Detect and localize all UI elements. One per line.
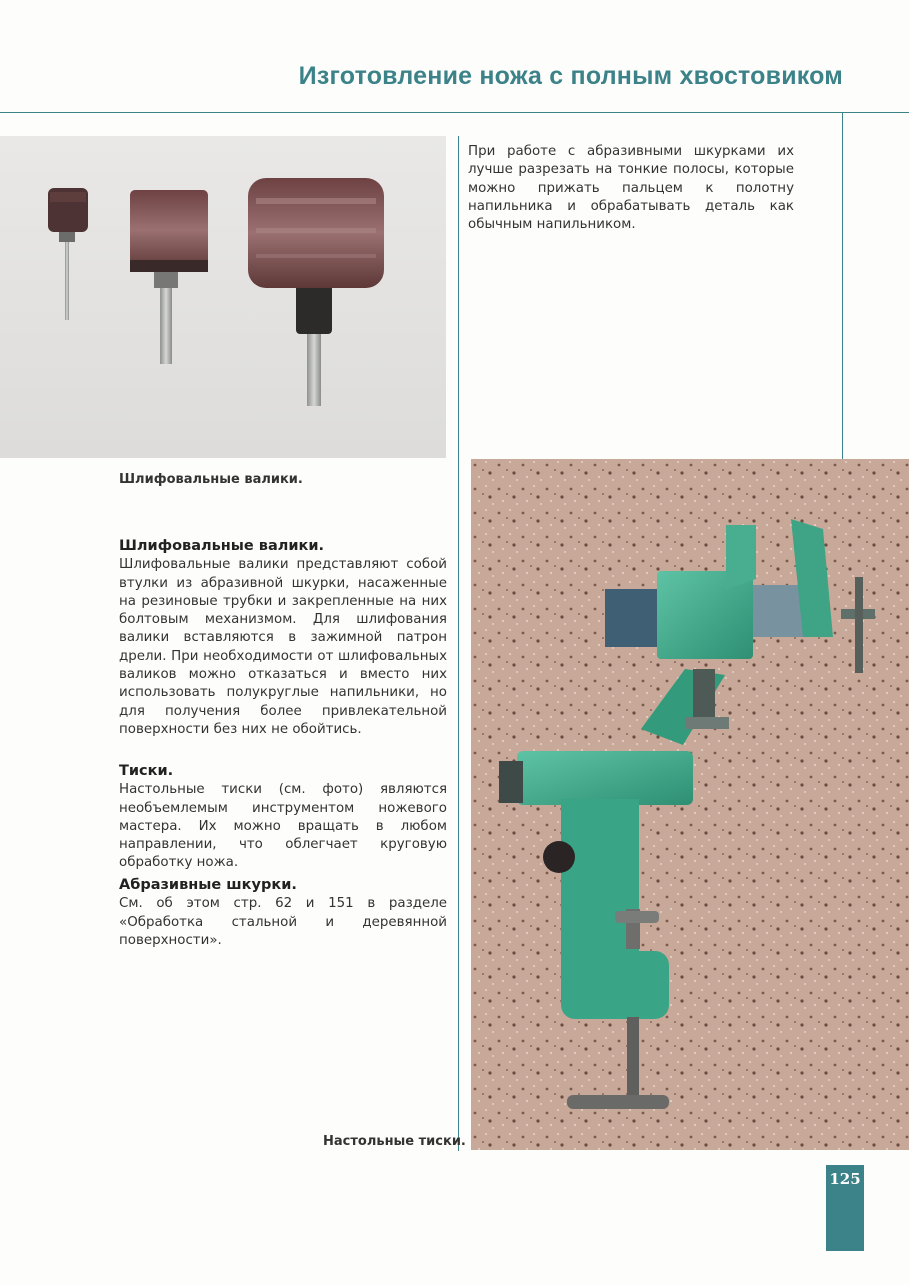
section-body: См. об этом стр. 62 и 151 в разделе «Обработка стальной и деревянной поверхности». [119,896,447,948]
section-body: Шлифовальные валики представляют собой втулки из абразивной шкурки, насаженные на резиновые трубки и закрепленные на них болтовым механизмом. Для шлифования валики вставляются в зажимной патрон дрели. При необходимости от шлифовальных валиков можно отказаться и вместо них использовать полукруглые напильники, но для получения более привлекательной поверхности без них не обойтись. [119,557,447,737]
section-heading: Абразивные шкурки. [119,877,297,893]
page-number: 125 [829,1170,861,1188]
vise-caption: Настольные тиски. [323,1134,466,1149]
section-abrasive [119,876,447,950]
rollers-caption: Шлифовальные валики. [119,472,303,487]
section-heading: Тиски. [119,763,174,779]
column-divider [458,136,459,1151]
right-column-rule [842,112,843,460]
section-heading: Шлифовальные валики. [119,538,325,554]
chapter-title: Изготовление ножа с полным хвостовиком [298,62,843,90]
sanding-rollers-photo [0,136,446,458]
section-vise [119,762,447,873]
intro-paragraph: При работе с абразивными шкурками их лучше разрезать на тонкие полосы, которые можно прижать пальцем к полотну напильника и обрабатывать деталь как обычным напильником. [468,144,794,233]
section-rollers [119,537,447,739]
header-rule [0,112,909,113]
bench-vise-photo [471,459,909,1150]
section-body: Настольные тиски (см. фото) являются необъемлемым инструментом ножевого мастера. Их можно вращать в любом направлении, что облегчает круговую обработку ножа. [119,782,447,871]
